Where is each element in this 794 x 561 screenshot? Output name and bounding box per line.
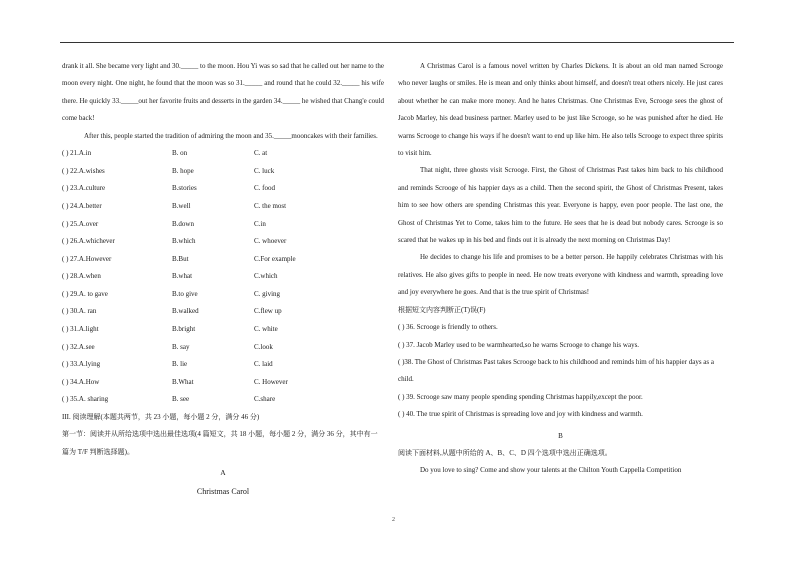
option-c: C. laid — [254, 360, 273, 369]
option-row — [62, 251, 384, 269]
passage-intro: drank it all. She became very light and 30._____ to the moon. Hou Yi was so sad that he called out her name to the moon every night. One night, he found that the moon was so 31._____ and round that he could 32._____ his wife there. He quickly 33._____out her favorite fruits and desserts in the garden 34._____ he wished that Chang'e could come back! — [62, 62, 385, 123]
option-question: ( ) 26.A.whichever — [62, 237, 115, 246]
passage-paragraph: He decides to change his life and promises to be a better person. He happily celebrates Christmas with his relatives. He also gives gifts to people in need. He now treats everyone with kindness and warmth, spreading love and joy everywhere he goes. And that is the true spirit of Christmas! — [398, 253, 723, 297]
top-rule — [60, 42, 734, 43]
option-b: B. say — [172, 342, 190, 351]
tf-instruction: 根据短文内容判断正(T)误(F) — [398, 305, 486, 314]
option-row — [62, 374, 384, 392]
passage-title: Christmas Carol — [196, 486, 250, 496]
option-c: C.share — [254, 395, 276, 404]
option-row — [62, 163, 384, 181]
passage-letter: B — [558, 431, 563, 440]
option-c: C. luck — [254, 166, 275, 175]
option-c: C.For example — [254, 254, 296, 263]
option-c: C. giving — [254, 289, 281, 298]
passage-paragraph: A Christmas Carol is a famous novel written by Charles Dickens. It is about an old man named Scrooge who never laughs or smiles. He is mean and only thinks about himself, and doesn't treat others nicely. He just cares about whether he can make more money. And he hates Christmas. One Christmas Eve, Scrooge sees the ghost of Jacob Marley, his dead business partner. Marley used to be just like Scrooge, so he was punished after he died. He warns Scrooge to change his ways if he doesn't want to end up like him. He also tells Scrooge to expect three spirits to visit him. — [398, 62, 723, 158]
option-c: C. However — [254, 377, 288, 386]
option-row — [62, 321, 384, 339]
option-row — [62, 145, 384, 163]
option-question: ( ) 21.A.in — [62, 149, 92, 158]
option-row — [62, 339, 384, 357]
option-b: B.to give — [172, 289, 198, 298]
passage-paragraph: That night, three ghosts visit Scrooge. First, the Ghost of Christmas Past takes him back to his childhood and reminds Scrooge of his happier days as a child. Then the second spirit, the Ghost of Christmas Present, takes him to see how others are spending Christmas this year. Everyone is happy, even poor people. The last one, the Ghost of Christmas Yet to Come, takes him to the future. He sees that he is dead but nobody cares. Scrooge is so scared that he wakes up in his bed and finds out it is already the next morning on Christmas Day! — [398, 166, 723, 245]
option-b: B.What — [172, 377, 194, 386]
option-row — [62, 356, 384, 374]
option-c: C. at — [254, 149, 268, 158]
option-row — [62, 286, 384, 304]
option-row — [62, 391, 384, 409]
option-c: C.flew up — [254, 307, 282, 316]
option-c: C.in — [254, 219, 266, 228]
tf-item: ( ) 39. Scrooge saw many people spending spending Christmas happily,except the poor. — [398, 392, 643, 401]
option-question: ( ) 28.A.when — [62, 272, 101, 281]
option-row — [62, 303, 384, 321]
option-question: ( ) 30.A. ran — [62, 307, 97, 316]
option-b: B. hope — [172, 166, 194, 175]
option-row — [62, 180, 384, 198]
option-b: B.stories — [172, 184, 197, 193]
option-question: ( ) 22.A.wishes — [62, 166, 105, 175]
option-b: B.well — [172, 201, 191, 210]
option-question: ( ) 23.A.culture — [62, 184, 106, 193]
option-b: B.which — [172, 237, 196, 246]
option-row — [62, 233, 384, 251]
tf-item: ( ) 40. The true spirit of Christmas is spreading love and joy with kindness and warmth. — [398, 410, 643, 419]
left-column — [62, 58, 384, 500]
option-question: ( ) 24.A.better — [62, 201, 102, 210]
option-question: ( ) 29.A. to gave — [62, 289, 108, 298]
option-question: ( ) 35.A. sharing — [62, 395, 109, 404]
section-heading: III. 阅读理解(本题共两节，共 23 小题，每小题 2 分，满分 46 分) — [62, 412, 260, 421]
option-question: ( ) 32.A.see — [62, 342, 95, 351]
option-b: B. lie — [172, 360, 188, 369]
passage-letter: A — [220, 468, 226, 478]
option-c: C. white — [254, 325, 278, 334]
option-row — [62, 215, 384, 233]
option-b: B.down — [172, 219, 194, 228]
tf-item: ( )38. The Ghost of Christmas Past takes Scrooge back to his childhood and reminds him of his happier days as a child. — [398, 357, 714, 384]
tf-item: ( ) 37. Jacob Marley used to be warmhearted,so he warns Scrooge to change his ways. — [398, 340, 640, 349]
option-question: ( ) 33.A.lying — [62, 360, 101, 369]
option-row — [62, 198, 384, 216]
option-b: B.walked — [172, 307, 199, 316]
options-list — [62, 145, 384, 409]
option-c: C. the most — [254, 201, 287, 210]
option-question: ( ) 31.A.light — [62, 325, 99, 334]
tf-item: ( ) 36. Scrooge is friendly to others. — [398, 323, 498, 332]
option-c: C. food — [254, 184, 275, 193]
passage-after: After this, people started the tradition of admiring the moon and 35._____mooncakes with their families. — [84, 131, 378, 140]
b-first-line: Do you love to sing? Come and show your talents at the Chilton Youth Cappella Competition — [420, 466, 682, 475]
option-b: B.But — [172, 254, 189, 263]
option-c: C. whoever — [254, 237, 287, 246]
option-question: ( ) 25.A.over — [62, 219, 99, 228]
option-question: ( ) 34.A.How — [62, 377, 100, 386]
page-number: 2 — [392, 517, 395, 523]
option-c: C.look — [254, 342, 273, 351]
option-b: B. on — [172, 149, 188, 158]
part-heading: 第一节：阅读并从所给选项中选出最佳选项(4 篇短文，共 18 小题，每小题 2 分，满分 36 分，其中有一篇为 T/F 判断选择题)。 — [62, 430, 378, 456]
b-instruction: 阅读下面材料,从题中所给的 A、B、C、D 四个选项中选出正确选项。 — [398, 448, 612, 457]
option-row — [62, 268, 384, 286]
right-column — [398, 58, 723, 480]
option-b: B.bright — [172, 325, 196, 334]
option-b: B. see — [172, 395, 190, 404]
option-question: ( ) 27.A.However — [62, 254, 112, 263]
option-c: C.which — [254, 272, 278, 281]
option-b: B.what — [172, 272, 193, 281]
